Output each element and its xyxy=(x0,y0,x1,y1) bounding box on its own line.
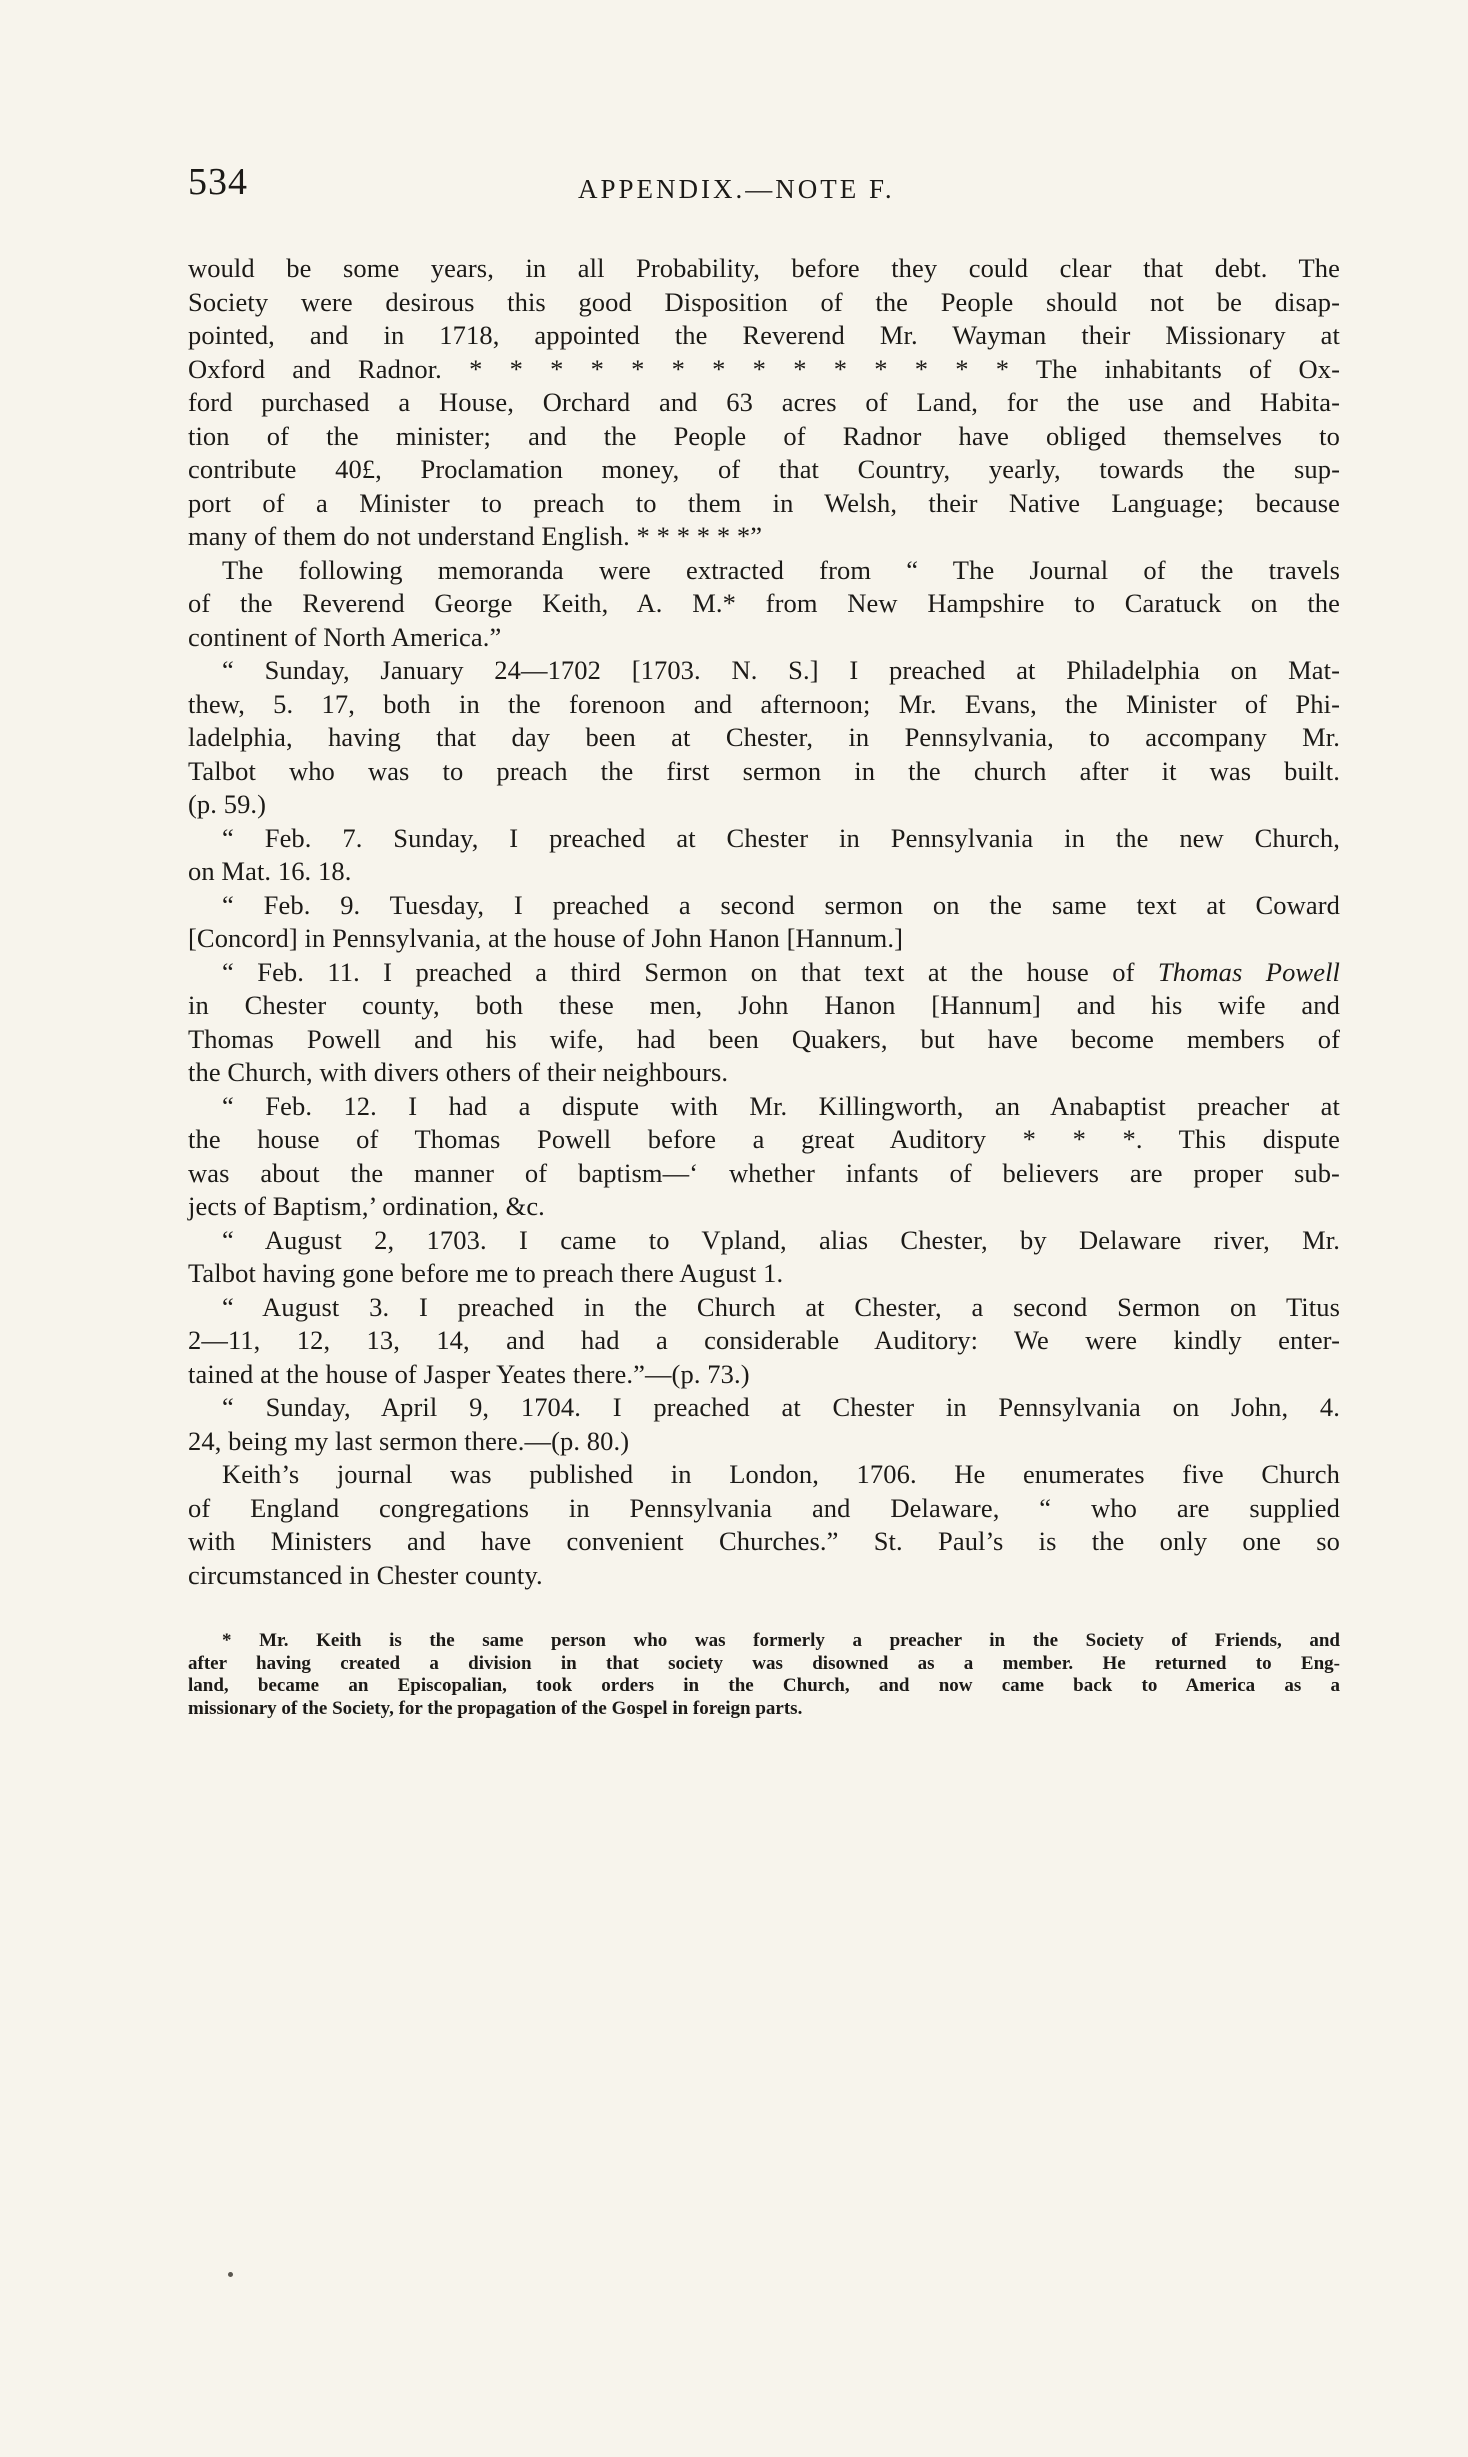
text-line xyxy=(188,788,1340,822)
text-line xyxy=(188,1358,1340,1392)
text-line-text: thew, 5. 17, both in the forenoon and afternoon; Mr. Evans, the Minister of Phi- xyxy=(188,688,1340,719)
text-line xyxy=(188,420,1340,454)
page-number: 534 xyxy=(188,161,248,203)
text-line-text: ford purchased a House, Orchard and 63 acres of Land, for the use and Habita- xyxy=(188,387,1340,417)
text-line-text: jects of Baptism,’ ordination, &c. xyxy=(188,1191,545,1221)
text-line xyxy=(188,1056,1340,1090)
text-line-text: on Mat. 16. 18. xyxy=(188,856,352,886)
main-text xyxy=(188,252,1340,1592)
text-line-text: of England congregations in Pennsylvania and Delaware, “ who are supplied xyxy=(188,1492,1340,1523)
text-line-text: contribute 40£, Proclamation money, of that Country, yearly, towards the sup- xyxy=(188,454,1340,484)
text-line xyxy=(188,1257,1340,1291)
text-line xyxy=(188,1559,1340,1593)
text-line xyxy=(188,487,1340,521)
text-line-text: “ Feb. 9. Tuesday, I preached a second sermon on the same text at Coward xyxy=(222,889,1340,920)
footnote-line-text: * Mr. Keith is the same person who was formerly a preacher in the Society of Friends, and xyxy=(222,1630,1340,1651)
text-line-text: would be some years, in all Probability, before they could clear that debt. The xyxy=(188,253,1340,283)
footnote-line xyxy=(188,1630,1340,1653)
text-line-text: Keith’s journal was published in London, 1706. He enumerates five Church xyxy=(222,1459,1340,1489)
text-line xyxy=(188,587,1340,621)
text-line xyxy=(188,1291,1340,1325)
text-line-text: tained at the house of Jasper Yeates there.”—(p. 73.) xyxy=(188,1358,750,1389)
text-line-text: port of a Minister to preach to them in Welsh, their Native Language; because xyxy=(188,487,1340,518)
text-line xyxy=(188,1224,1340,1258)
text-line xyxy=(188,1324,1340,1358)
footnote-line-text: after having created a division in that society was disowned as a member. He returned to Eng- xyxy=(188,1652,1340,1674)
text-line-text: of the Reverend George Keith, A. M.* from New Hampshire to Caratuck on the xyxy=(188,588,1340,618)
text-line-text: Talbot having gone before me to preach there August 1. xyxy=(188,1258,784,1288)
text-line-text: in Chester county, both these men, John Hanon [Hannum] and his wife and xyxy=(188,990,1340,1020)
text-line-text: “ Feb. 7. Sunday, I preached at Chester in Pennsylvania in the new Church, xyxy=(222,822,1340,853)
text-line xyxy=(188,554,1340,588)
text-line xyxy=(188,453,1340,487)
text-line-text: 2—11, 12, 13, 14, and had a considerable Auditory: We were kindly enter- xyxy=(188,1325,1340,1355)
footnote-line-text: land, became an Episcopalian, took orders in the Church, and now came back to America as a xyxy=(188,1675,1340,1696)
text-line-text: “ Sunday, April 9, 1704. I preached at Chester in Pennsylvania on John, 4. xyxy=(222,1392,1340,1422)
text-line xyxy=(188,855,1340,889)
text-line-text: [Concord] in Pennsylvania, at the house of John Hanon [Hannum.] xyxy=(188,923,904,953)
text-line xyxy=(188,1391,1340,1425)
text-line-text: was about the manner of baptism—‘ whether infants of believers are proper sub- xyxy=(188,1157,1340,1188)
text-line xyxy=(188,822,1340,856)
footnote-line xyxy=(188,1698,1340,1721)
text-line xyxy=(188,621,1340,655)
text-line xyxy=(188,252,1340,286)
text-line xyxy=(188,1492,1340,1526)
text-line-text: “ Feb. 12. I had a dispute with Mr. Killingworth, an Anabaptist preacher at xyxy=(222,1090,1340,1121)
text-line xyxy=(188,1090,1340,1124)
text-line-text: Thomas Powell and his wife, had been Quakers, but have become members of xyxy=(188,1023,1340,1054)
page-speck xyxy=(228,2272,233,2277)
text-line xyxy=(188,721,1340,755)
text-line xyxy=(188,520,1340,554)
text-line-text: “ August 2, 1703. I came to Vpland, alias Chester, by Delaware river, Mr. xyxy=(222,1224,1340,1255)
text-line xyxy=(188,1190,1340,1224)
text-line xyxy=(188,755,1340,789)
text-line-text: “ Feb. 11. I preached a third Sermon on that text at the house of xyxy=(222,956,1158,987)
text-line-text: The following memoranda were extracted from “ The Journal of the travels xyxy=(222,554,1340,585)
text-line-text: Oxford and Radnor. * * * * * * * * * * * * * * The inhabitants of Ox- xyxy=(188,353,1340,384)
text-line xyxy=(188,353,1340,387)
text-line xyxy=(188,1157,1340,1191)
text-line-text: the Church, with divers others of their neighbours. xyxy=(188,1057,729,1087)
text-line-text: tion of the minister; and the People of Radnor have obliged themselves to xyxy=(188,420,1340,451)
text-line xyxy=(188,286,1340,320)
text-line-text: Talbot who was to preach the first sermon in the church after it was built. xyxy=(188,755,1340,786)
text-line xyxy=(188,1525,1340,1559)
text-line xyxy=(188,889,1340,923)
text-line xyxy=(188,989,1340,1023)
text-line xyxy=(188,922,1340,956)
text-line-text: “ Sunday, January 24—1702 [1703. N. S.] I preached at Philadelphia on Mat- xyxy=(222,655,1340,685)
text-line xyxy=(188,1425,1340,1459)
footnote xyxy=(188,1630,1340,1720)
text-line-text: many of them do not understand English. * * * * * *” xyxy=(188,521,763,551)
footnote-line xyxy=(188,1675,1340,1698)
italic-name: Thomas Powell xyxy=(1157,956,1340,987)
text-line-text: circumstanced in Chester county. xyxy=(188,1559,543,1590)
text-line-text: the house of Thomas Powell before a great Auditory * * *. This dispute xyxy=(188,1124,1340,1154)
text-line xyxy=(188,386,1340,420)
footnote-line xyxy=(188,1653,1340,1676)
text-line-text: pointed, and in 1718, appointed the Reverend Mr. Wayman their Missionary at xyxy=(188,320,1340,350)
text-line-text: (p. 59.) xyxy=(188,789,267,819)
text-line xyxy=(188,1458,1340,1492)
footnote-line-text: missionary of the Society, for the propagation of the Gospel in foreign parts. xyxy=(188,1697,803,1719)
text-line xyxy=(188,1123,1340,1157)
text-line xyxy=(188,319,1340,353)
text-line xyxy=(188,688,1340,722)
text-line xyxy=(188,1023,1340,1057)
text-line-text: 24, being my last sermon there.—(p. 80.) xyxy=(188,1425,630,1456)
running-head: APPENDIX.—NOTE F. xyxy=(578,174,895,204)
text-line-text: continent of North America.” xyxy=(188,621,502,652)
text-line-text: with Ministers and have convenient Churches.” St. Paul’s is the only one so xyxy=(188,1526,1340,1556)
text-line-text: Society were desirous this good Disposition of the People should not be disap- xyxy=(188,286,1340,317)
page-header xyxy=(188,160,1340,210)
text-line-text: ladelphia, having that day been at Chester, in Pennsylvania, to accompany Mr. xyxy=(188,722,1340,752)
text-line xyxy=(188,956,1340,990)
text-line-text: “ August 3. I preached in the Church at Chester, a second Sermon on Titus xyxy=(222,1291,1340,1322)
text-line xyxy=(188,654,1340,688)
